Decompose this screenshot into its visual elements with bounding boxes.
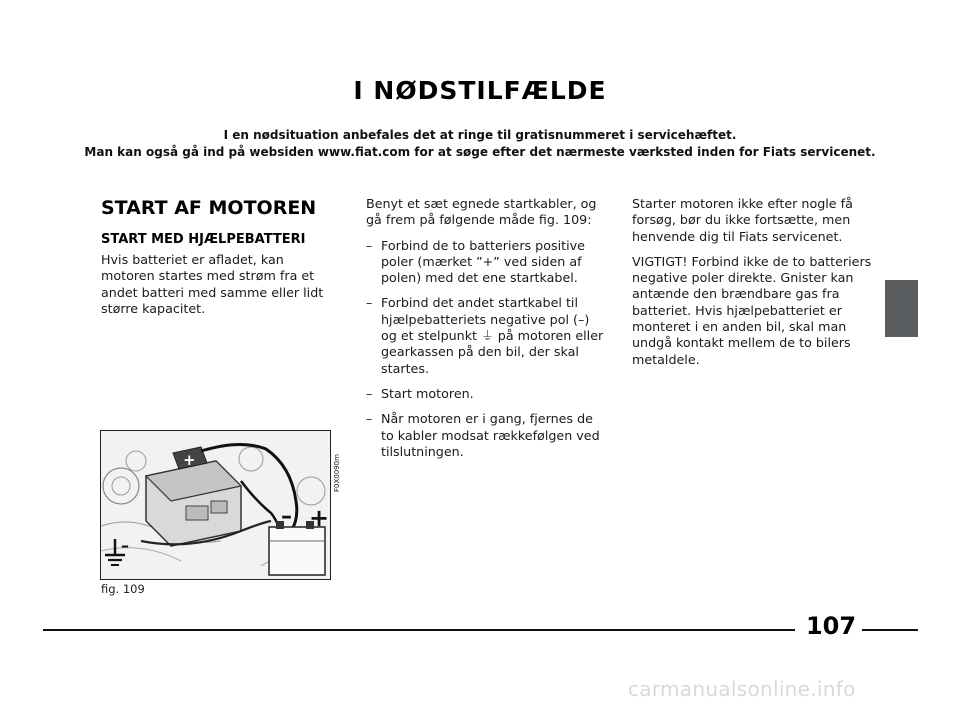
list-item xyxy=(366,238,606,287)
page-title: I NØDSTILFÆLDE xyxy=(353,76,607,105)
section-heading: START AF MOTOREN xyxy=(101,197,317,219)
column-1 xyxy=(101,196,333,326)
section-tab xyxy=(885,280,918,337)
step-text: Forbind det andet startkabel til hjælpebatteriets negative pol (–) og et stelpunkt xyxy=(381,295,590,344)
intro-block xyxy=(0,127,960,161)
list-dash: – xyxy=(366,237,373,253)
footer-rule-right xyxy=(862,629,918,631)
steps-list xyxy=(366,238,606,461)
engine-bay-drawing xyxy=(101,431,330,579)
list-dash: – xyxy=(366,295,373,311)
column-2 xyxy=(366,196,606,469)
svg-text:–: – xyxy=(281,504,292,529)
list-item xyxy=(366,411,606,460)
intro-line-1: I en nødsituation anbefales det at ringe til gratisnummeret i servicehæftet. xyxy=(223,128,737,142)
column2-intro: Benyt et sæt egnede startkabler, og gå frem på følgende måde fig. 109: xyxy=(366,196,597,228)
car-battery xyxy=(146,461,241,546)
list-item xyxy=(366,295,606,376)
step-text: Start motoren. xyxy=(381,385,474,401)
figure-code: F0X0090m xyxy=(333,454,341,492)
svg-text:+: + xyxy=(309,504,330,532)
column3-para-2: VIGTIGT! Forbind ikke de to batteriers negative poler direkte. Gnister kan antænde den brændbare gas fra batteriet. Hvis hjælpebatteriet er monteret i en anden bil, skal man undgå kontakt mellem de to bilers metaldele. xyxy=(632,253,872,367)
subsection-heading: START MED HJÆLPEBATTERI xyxy=(101,232,306,247)
svg-text:–: – xyxy=(121,536,129,555)
step-text: Når motoren er i gang, fjernes de to kabler modsat rækkefølgen ved tilslutningen. xyxy=(381,411,600,459)
figure-caption: fig. 109 xyxy=(101,582,145,596)
svg-text:+: + xyxy=(183,451,196,469)
list-item xyxy=(366,386,606,402)
list-dash: – xyxy=(366,411,373,427)
watermark: carmanualsonline.info xyxy=(628,677,856,701)
column1-body: Hvis batteriet er afladet, kan motoren startes med strøm fra et andet batteri med samme eller lidt større kapacitet. xyxy=(101,252,324,316)
ground-symbol-icon: ⏚ xyxy=(481,328,494,344)
jump-start-illustration xyxy=(100,430,331,580)
step-text-continued: på motoren eller gearkassen på den bil, der skal startes. xyxy=(381,328,604,376)
footer-rule-left xyxy=(43,629,795,631)
list-dash: – xyxy=(366,385,373,401)
column3-para-1: Starter motoren ikke efter nogle få forsøg, bør du ikke fortsætte, men henvende dig til Fiats servicenet. xyxy=(632,196,853,244)
page-number: 107 xyxy=(805,612,857,640)
column-3 xyxy=(632,196,877,377)
step-text: Forbind de to batteriers positive poler (mærket ”+” ved siden af polen) med det ene startkabel. xyxy=(381,237,585,286)
intro-line-2: Man kan også gå ind på websiden www.fiat.com for at søge efter det nærmeste værksted inden for Fiats servicenet. xyxy=(84,145,876,159)
